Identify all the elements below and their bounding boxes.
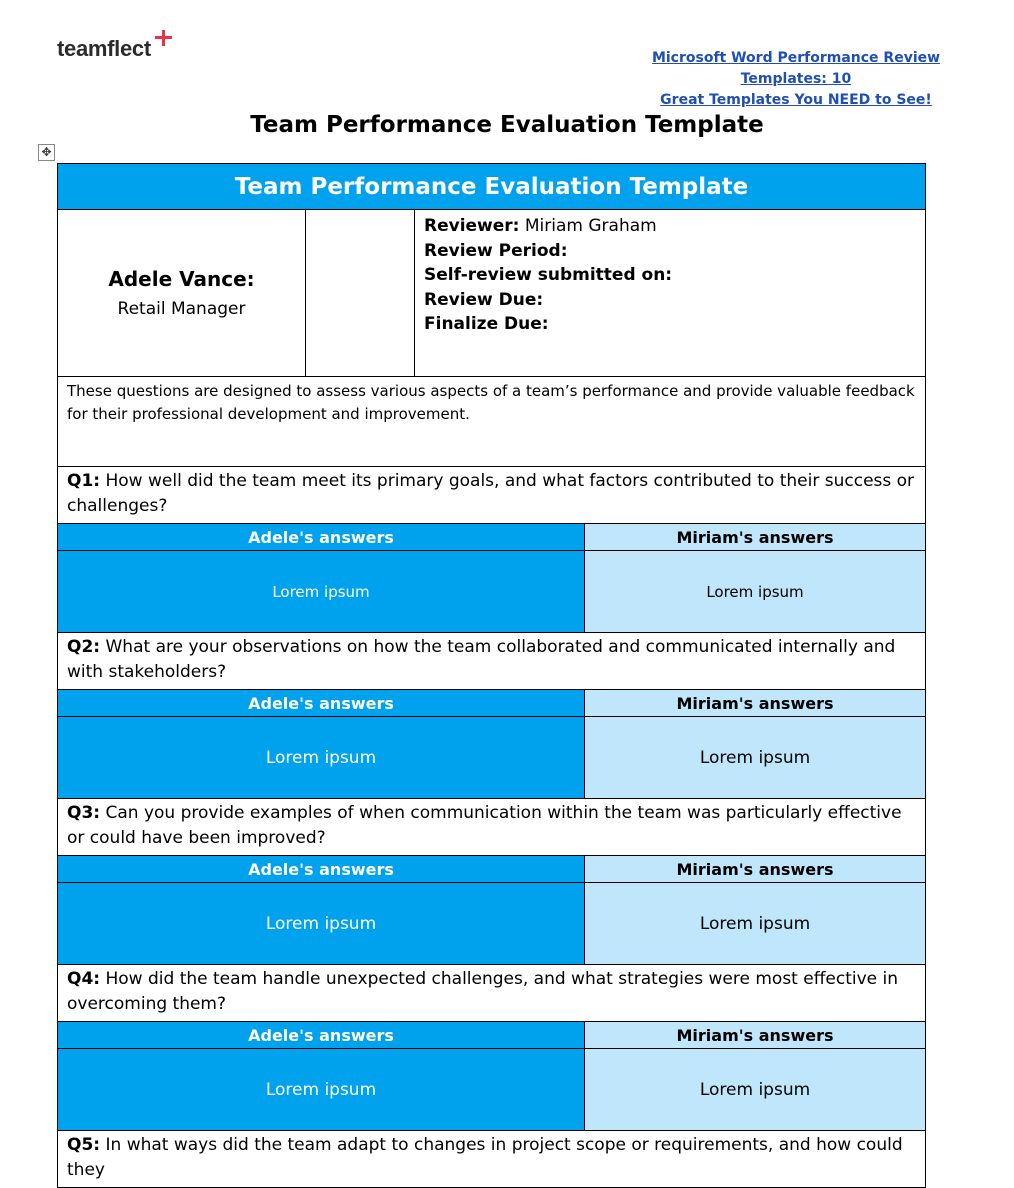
adele-answers-header: Adele's answers — [58, 524, 585, 551]
question-label: Q2: — [67, 637, 101, 657]
adele-answers-header: Adele's answers — [58, 1022, 585, 1049]
question-cell — [58, 467, 926, 524]
question-label: Q5: — [67, 1135, 101, 1155]
article-link-line2[interactable]: Great Templates You NEED to See! — [660, 92, 932, 108]
question-cell — [58, 799, 926, 856]
answer-row — [58, 551, 926, 633]
employee-cell — [58, 210, 306, 377]
question-row — [58, 965, 926, 1022]
miriam-answers-header: Miriam's answers — [585, 524, 926, 551]
miriam-answer[interactable]: Lorem ipsum — [585, 1049, 926, 1131]
answer-header-row — [58, 1022, 926, 1049]
intro-text: These questions are designed to assess various aspects of a team’s performance and provide valuable feedback for their professional development and improvement. — [58, 377, 926, 467]
question-label: Q3: — [67, 803, 101, 823]
document-title: Team Performance Evaluation Template — [250, 112, 764, 138]
question-text: In what ways did the team adapt to changes in project scope or requirements, and how could they — [67, 1135, 903, 1180]
answer-header-row — [58, 690, 926, 717]
question-row — [58, 467, 926, 524]
miriam-answer[interactable]: Lorem ipsum — [585, 883, 926, 965]
answer-row — [58, 883, 926, 965]
answer-row — [58, 717, 926, 799]
answer-row — [58, 1049, 926, 1131]
adele-answer[interactable]: Lorem ipsum — [58, 551, 585, 633]
evaluation-table — [57, 163, 926, 1188]
question-cell — [58, 1131, 926, 1188]
answer-header-row — [58, 856, 926, 883]
question-cell — [58, 633, 926, 690]
question-row — [58, 633, 926, 690]
question-label: Q1: — [67, 471, 101, 491]
question-row — [58, 1131, 926, 1188]
miriam-answer[interactable]: Lorem ipsum — [585, 717, 926, 799]
finalize-due-label: Finalize Due: — [424, 314, 549, 334]
article-link[interactable] — [576, 48, 956, 111]
review-period-label: Review Period: — [424, 240, 568, 261]
table-move-handle-icon[interactable]: ✥ — [38, 144, 55, 161]
miriam-answers-header: Miriam's answers — [585, 690, 926, 717]
review-due-label: Review Due: — [424, 289, 544, 310]
intro-row — [58, 377, 926, 467]
miriam-answer[interactable]: Lorem ipsum — [585, 551, 926, 633]
employee-name: Adele Vance: — [108, 267, 255, 291]
employee-role: Retail Manager — [117, 299, 246, 319]
adele-answers-header: Adele's answers — [58, 856, 585, 883]
teamflect-logo — [57, 36, 151, 62]
review-meta-cell — [415, 210, 926, 377]
question-text: How did the team handle unexpected challenges, and what strategies were most effective in overcoming them? — [67, 969, 899, 1014]
table-header-row — [58, 164, 926, 210]
question-text: How well did the team meet its primary goals, and what factors contributed to their success or challenges? — [67, 471, 915, 516]
employee-info-row — [58, 210, 926, 377]
question-cell — [58, 965, 926, 1022]
table-header: Team Performance Evaluation Template — [58, 164, 926, 210]
question-text: What are your observations on how the team collaborated and communicated internally and with stakeholders? — [67, 637, 896, 682]
self-review-label: Self-review submitted on: — [424, 265, 673, 285]
photo-placeholder-cell — [306, 210, 415, 377]
question-row — [58, 799, 926, 856]
miriam-answers-header: Miriam's answers — [585, 856, 926, 883]
reviewer-label: Reviewer: — [424, 216, 520, 236]
adele-answer[interactable]: Lorem ipsum — [58, 883, 585, 965]
miriam-answers-header: Miriam's answers — [585, 1022, 926, 1049]
question-label: Q4: — [67, 969, 101, 989]
question-text: Can you provide examples of when communication within the team was particularly effective or could have been improved? — [67, 803, 902, 848]
adele-answer[interactable]: Lorem ipsum — [58, 717, 585, 799]
logo-plus-icon — [155, 30, 173, 48]
article-link-line1[interactable]: Microsoft Word Performance Review Templates: 10 — [651, 50, 941, 87]
reviewer-value: Miriam Graham — [524, 216, 657, 236]
adele-answers-header: Adele's answers — [58, 690, 585, 717]
adele-answer[interactable]: Lorem ipsum — [58, 1049, 585, 1131]
answer-header-row — [58, 524, 926, 551]
logo-text: teamflect — [57, 36, 151, 61]
